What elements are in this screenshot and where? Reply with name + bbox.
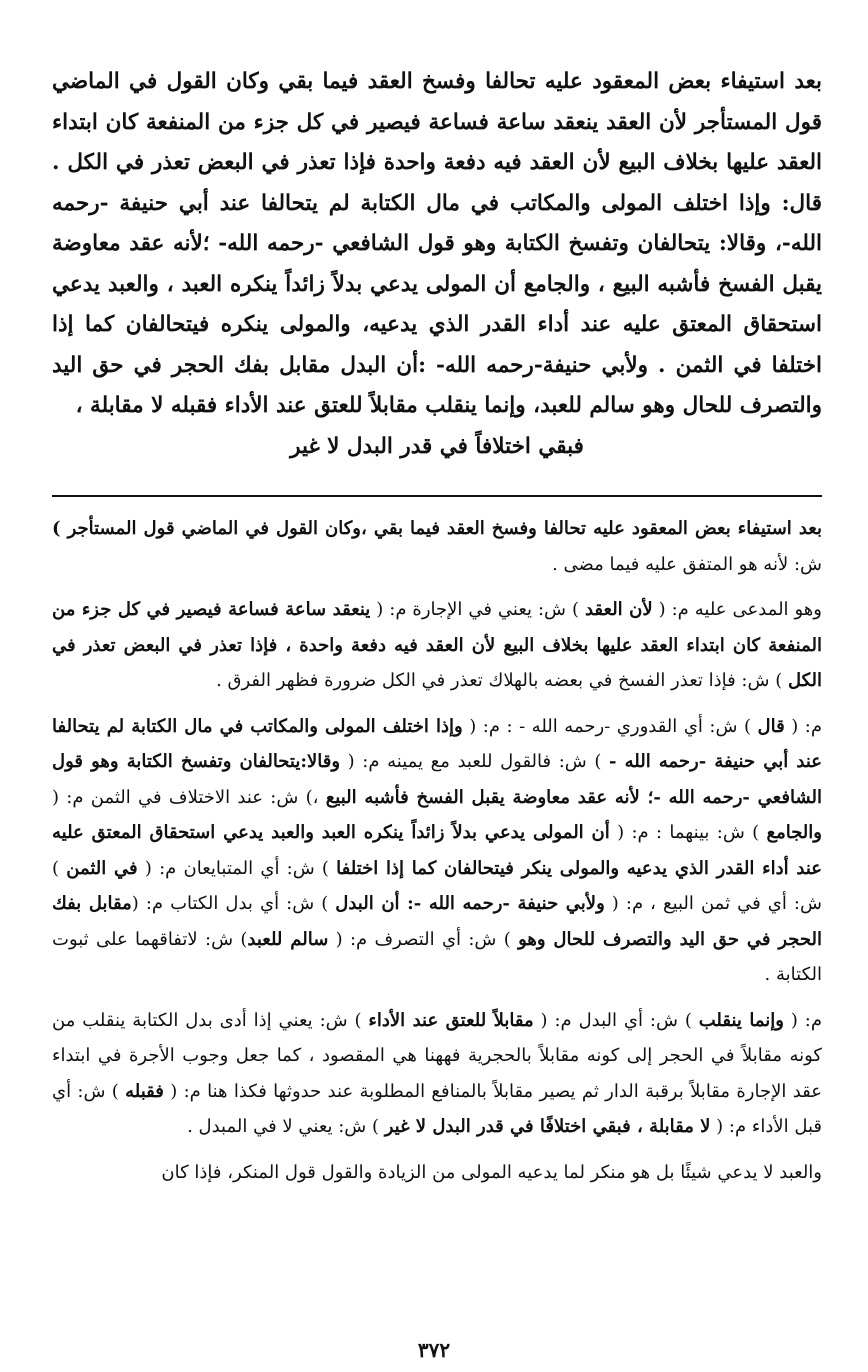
commentary-text: ) ش: يعني في الإجارة م: ( xyxy=(370,599,585,620)
commentary-paragraph xyxy=(52,592,822,699)
main-line: بعد استيفاء بعض المعقود عليه تحالفا وفسخ العقد فيما بقي وكان القول في الماضي قول المستأجر xyxy=(52,69,822,135)
quoted-text: قال xyxy=(757,715,785,737)
main-line: لأن العقد فيه دفعة واحدة فإذا تعذر في البعض تعذر في الكل . قال: وإذا اختلف المولى والمكاتب xyxy=(52,150,822,216)
commentary-text: ) ش: أي في ثمن البيع ، م: ( xyxy=(52,857,822,914)
commentary-paragraph xyxy=(52,1155,822,1191)
commentary-text: ) ش: لاتفاقهما على ثبوت الكتابة . xyxy=(52,928,822,985)
main-text xyxy=(52,62,822,467)
quoted-text: وإنما ينقلب xyxy=(698,1009,784,1031)
quoted-text: مقابلاً للعتق عند الأداء xyxy=(368,1009,534,1031)
commentary-text: ) ش: أي التصرف م: ( xyxy=(328,928,519,950)
quoted-text: بعد استيفاء بعض المعقود عليه تحالفا وفسخ العقد فيما بقي ،وكان القول في الماضي قول المستأجر ) xyxy=(52,518,822,539)
commentary-text: ) ش: أي بدل الكتاب م: ( xyxy=(131,893,336,914)
commentary-text: م: ( xyxy=(784,715,822,737)
commentary-text: والعبد لا يدعي شيئًا بل هو منكر لما يدعيه المولى من الزيادة والقول قول المنكر، فإذا كان xyxy=(161,1161,822,1183)
main-line: فيتحالفان كما إذا اختلفا في الثمن . ولأبي حنيفة-رحمه الله- :أن البدل مقابل بفك الحجر في xyxy=(52,312,822,378)
main-line: زائداً ينكره العبد ، والعبد يدعي استحقاق المعتق عليه عند أداء القدر الذي يدعيه، والمولى ينكره xyxy=(52,271,822,337)
page-number: ٣٧٢ xyxy=(417,1338,451,1362)
main-line: في مال الكتابة لم يتحالفا عند أبي حنيفة -رحمه الله-، وقالا: يتحالفان وتفسخ الكتابة وهو قول xyxy=(52,190,822,256)
quoted-text: في الثمن xyxy=(66,857,138,879)
quoted-text: مقابل بفك الحجر في حق اليد والتصرف للحال وهو xyxy=(52,893,822,950)
quoted-text: لأن العقد xyxy=(584,599,653,620)
main-line: حق اليد والتصرف للحال وهو سالم للعبد، وإنما ينقلب مقابلاً للعتق عند الأداء فقبله لا مقابلة ، xyxy=(52,352,822,418)
commentary xyxy=(52,511,822,1190)
commentary-text: ) ش: أي قبل الأداء م: ( xyxy=(52,1080,822,1137)
quoted-text: لا مقابلة ، فبقي اختلافًا في قدر البدل لا غير xyxy=(384,1116,711,1137)
quoted-text: وإذا اختلف المولى والمكاتب في مال الكتابة لم يتحالفا عند أبي حنيفة -رحمه الله - xyxy=(52,715,823,772)
commentary-text: ) ش: أي المتبايعان م: ( xyxy=(137,857,337,879)
commentary-text: ،) ش: عند الاختلاف في الثمن م: ( xyxy=(52,786,326,808)
commentary-text: ) ش: بينهما : م: ( xyxy=(609,822,767,843)
quoted-text: والجامع xyxy=(766,822,822,843)
commentary-text: ) ش: أي البدل م: ( xyxy=(533,1009,699,1031)
quoted-text: فقبله xyxy=(125,1080,164,1102)
main-line: لأن العقد ينعقد ساعة فساعة فيصير في كل جزء من المنفعة كان ابتداء العقد عليها بخلاف البيع xyxy=(52,109,822,175)
commentary-paragraph xyxy=(52,1003,822,1145)
commentary-text: ش: لأنه هو المتفق عليه فيما مضى . xyxy=(552,553,822,575)
main-line-last: فبقي اختلافاً في قدر البدل لا غير xyxy=(290,433,584,459)
commentary-paragraph xyxy=(52,709,822,993)
quoted-text: وقالا:يتحالفان وتفسخ الكتابة وهو قول الشافعي -رحمه الله -؛ لأنه عقد معاوضة يقبل الفسخ فأشبه البيع xyxy=(52,751,822,808)
divider-line xyxy=(52,495,822,497)
quoted-text: أن المولى يدعي بدلاً زائداً ينكره العبد والعبد يدعي استحقاق المعتق عليه عند أداء القدر الذي يدعيه والمولى ينكر فيتحالفان كما إذا اختلفا xyxy=(52,822,823,879)
commentary-text: ) ش: يعني إذا أدى بدل الكتابة ينقلب من كونه مقابلاً في الحجر إلى كونه مقابلاً بالحجرية فههنا هي المقصود ، كما جعل وجوب الأجرة في ابتداء عقد الإجارة مقابلاً برقبة الدار ثم يصير مقابلاً بالمنافع المطلوبة عند حدوثها فكذا هنا م: ( xyxy=(52,1009,822,1102)
commentary-text: ) ش: يعني لا في المبدل . xyxy=(187,1116,385,1137)
commentary-text: وهو المدعى عليه م: ( xyxy=(652,599,822,620)
main-line: الشافعي -رحمه الله- ؛لأنه عقد معاوضة يقبل الفسخ فأشبه البيع ، والجامع أن المولى يدعي بدلاً xyxy=(52,231,822,297)
quoted-text: سالم للعبد xyxy=(247,928,329,950)
commentary-paragraph xyxy=(52,511,822,582)
commentary-text: ) ش: فإذا تعذر الفسخ في بعضه بالهلاك تعذر في الكل ضرورة فظهر الفرق . xyxy=(216,670,788,691)
commentary-text: ) ش: أي القدوري -رحمه الله - : م: ( xyxy=(462,715,758,737)
quoted-text: ولأبي حنيفة -رحمه الله -: أن البدل xyxy=(335,893,605,914)
commentary-text: م: ( xyxy=(783,1009,822,1031)
quoted-text: ينعقد ساعة فساعة فيصير في كل جزء من المنفعة كان ابتداء العقد عليها بخلاف البيع لأن العقد فيه دفعة واحدة ، فإذا تعذر في البعض تعذر في الكل xyxy=(52,599,822,691)
commentary-text: ) ش: فالقول للعبد مع يمينه م: ( xyxy=(340,751,609,772)
